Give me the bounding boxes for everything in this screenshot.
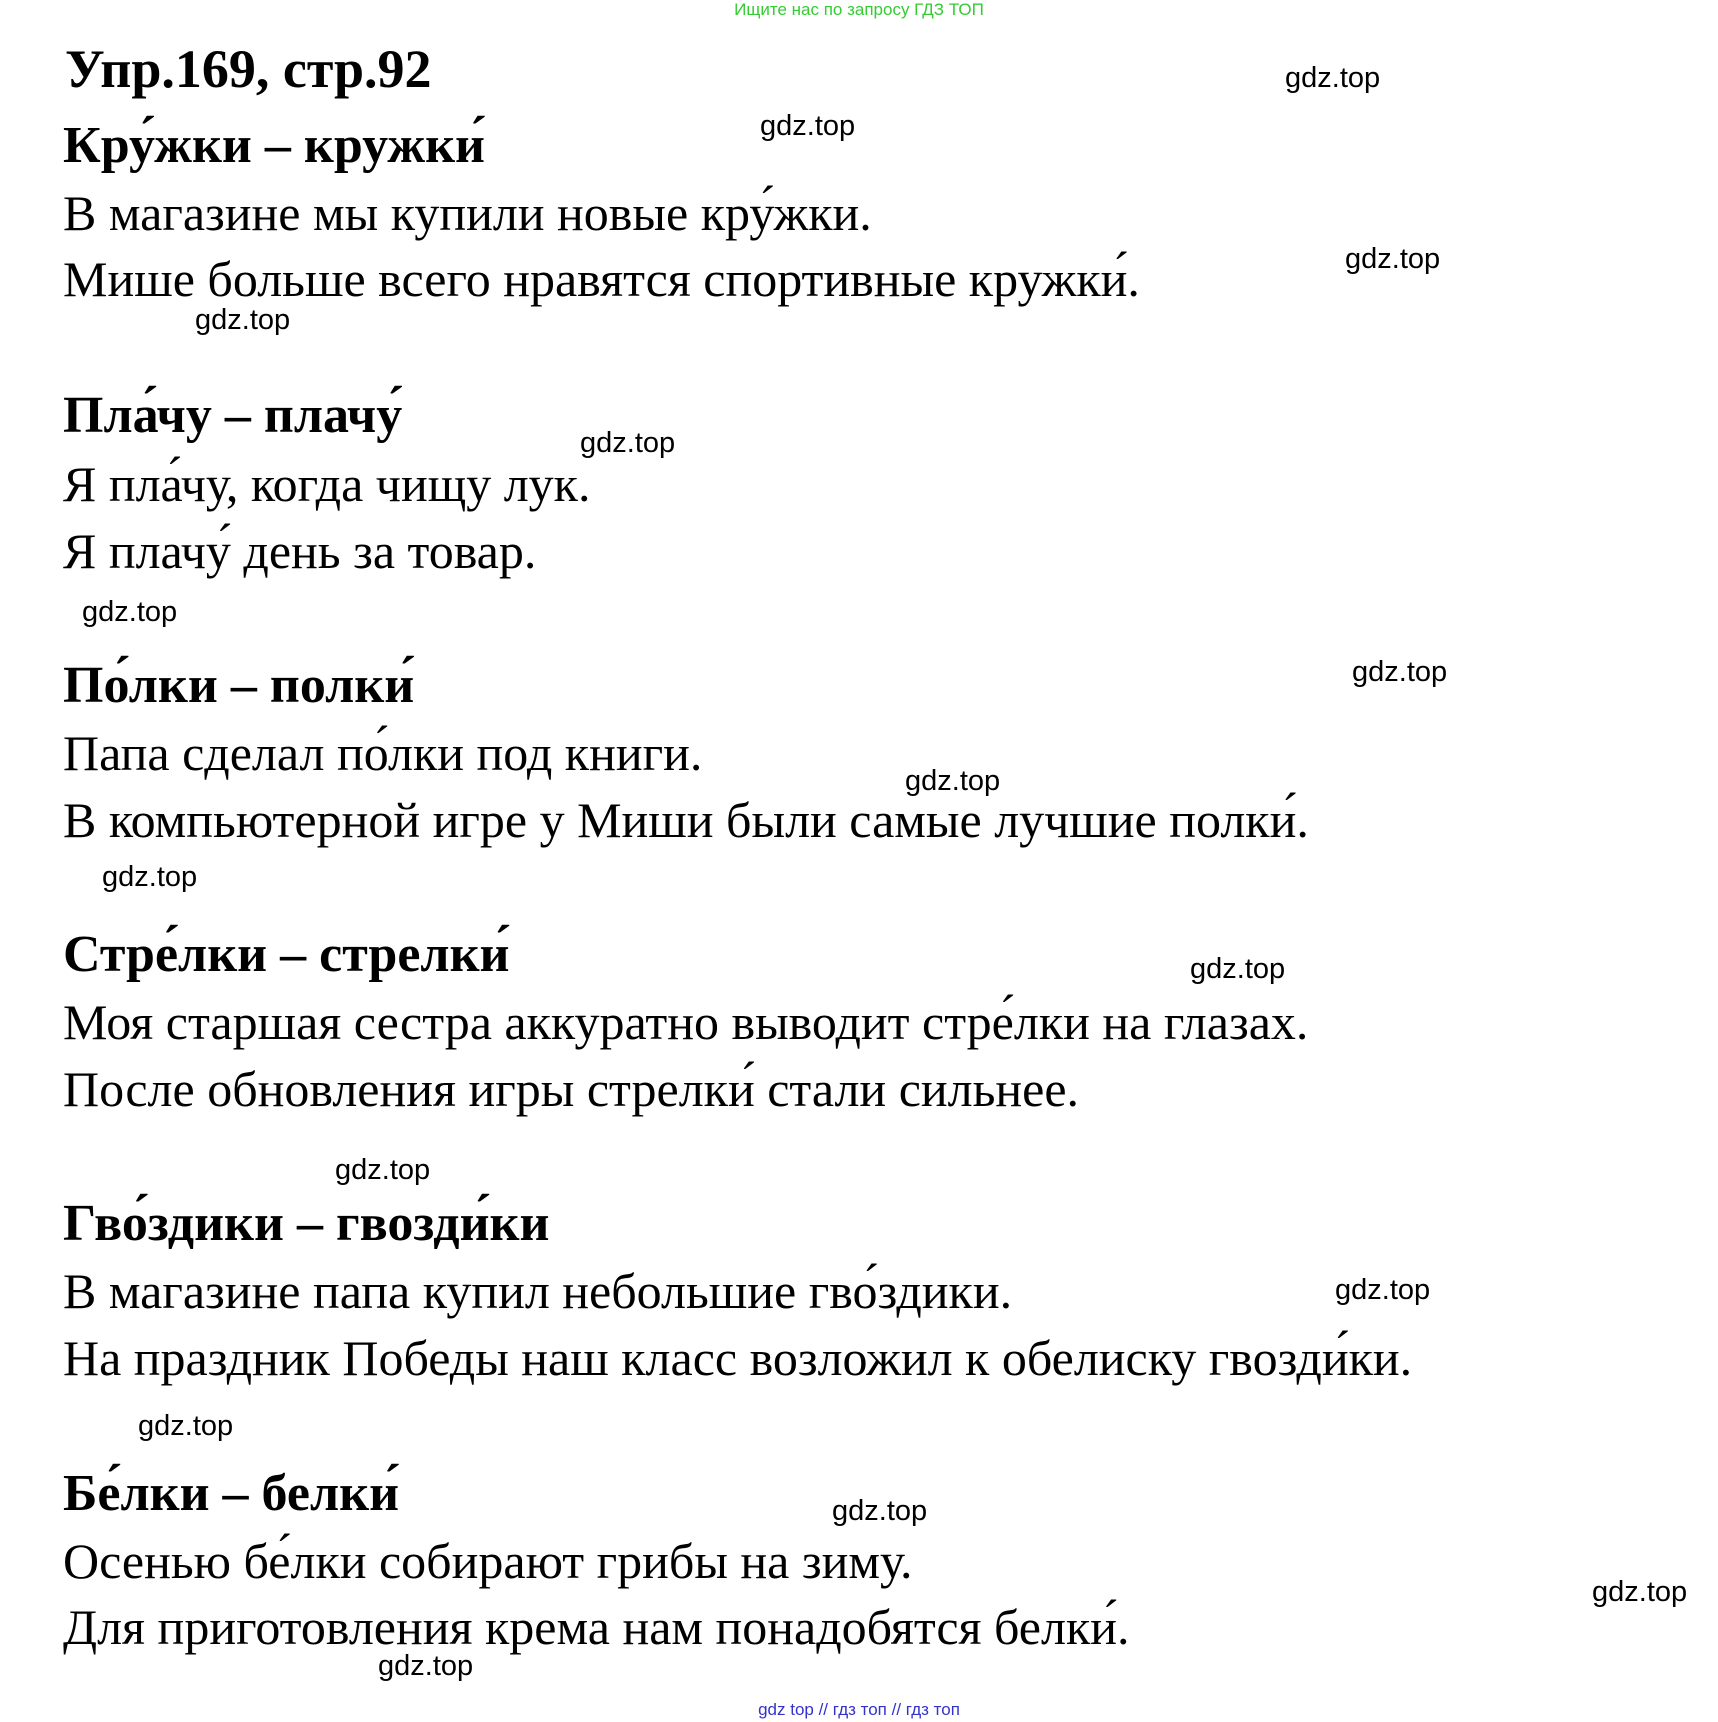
word-pair-heading: Кру́жки – кружки́ — [63, 117, 486, 174]
watermark: gdz.top — [905, 765, 1001, 797]
example-sentence: Осенью бе́лки собирают грибы на зиму. — [63, 1533, 913, 1589]
example-sentence: Моя старшая сестра аккуратно выводит стре́лки на глазах. — [63, 994, 1309, 1050]
watermark: gdz.top — [82, 596, 178, 628]
watermark: gdz.top — [1335, 1274, 1431, 1306]
word-pair-heading: Пла́чу – плачу́ — [63, 387, 403, 444]
example-sentence: В магазине папа купил небольшие гво́здики. — [63, 1263, 1013, 1319]
watermark: gdz.top — [1592, 1576, 1688, 1608]
example-sentence: Мише больше всего нравятся спортивные кружки́. — [63, 251, 1140, 307]
example-sentence: Папа сделал по́лки под книги. — [63, 725, 703, 781]
word-pair-heading: Гво́здики – гвозди́ки — [63, 1195, 550, 1252]
example-sentence: Я пла́чу, когда чищу лук. — [63, 456, 591, 512]
watermark: gdz.top — [580, 427, 676, 459]
footer-credits: gdz top // гдз топ // гдз топ — [758, 1700, 960, 1719]
watermark: gdz.top — [102, 861, 198, 893]
top-banner: Ищите нас по запросу ГДЗ ТОП — [734, 0, 984, 19]
watermark: gdz.top — [1352, 656, 1448, 688]
word-pair-heading: Бе́лки – белки́ — [63, 1465, 400, 1522]
watermark: gdz.top — [335, 1154, 431, 1186]
watermark: gdz.top — [195, 304, 291, 336]
example-sentence: На праздник Победы наш класс возложил к обелиску гвозди́ки. — [63, 1330, 1413, 1386]
example-sentence: В компьютерной игре у Миши были самые лучшие полки́. — [63, 792, 1309, 848]
watermark: gdz.top — [1190, 953, 1286, 985]
example-sentence: В магазине мы купили новые кру́жки. — [63, 185, 872, 241]
word-pair-heading: По́лки – полки́ — [63, 657, 415, 714]
watermark: gdz.top — [832, 1495, 928, 1527]
watermark: gdz.top — [1345, 243, 1441, 275]
watermark: gdz.top — [378, 1650, 474, 1682]
example-sentence: Я плачу́ день за товар. — [63, 523, 537, 579]
example-sentence: После обновления игры стрелки́ стали сильнее. — [63, 1061, 1080, 1117]
exercise-title: Упр.169, стр.92 — [65, 39, 432, 99]
watermark: gdz.top — [138, 1410, 234, 1442]
example-sentence: Для приготовления крема нам понадобятся белки́. — [63, 1599, 1130, 1655]
watermark: gdz.top — [760, 110, 856, 142]
word-pair-heading: Стре́лки – стрелки́ — [63, 926, 510, 983]
watermark: gdz.top — [1285, 62, 1381, 94]
